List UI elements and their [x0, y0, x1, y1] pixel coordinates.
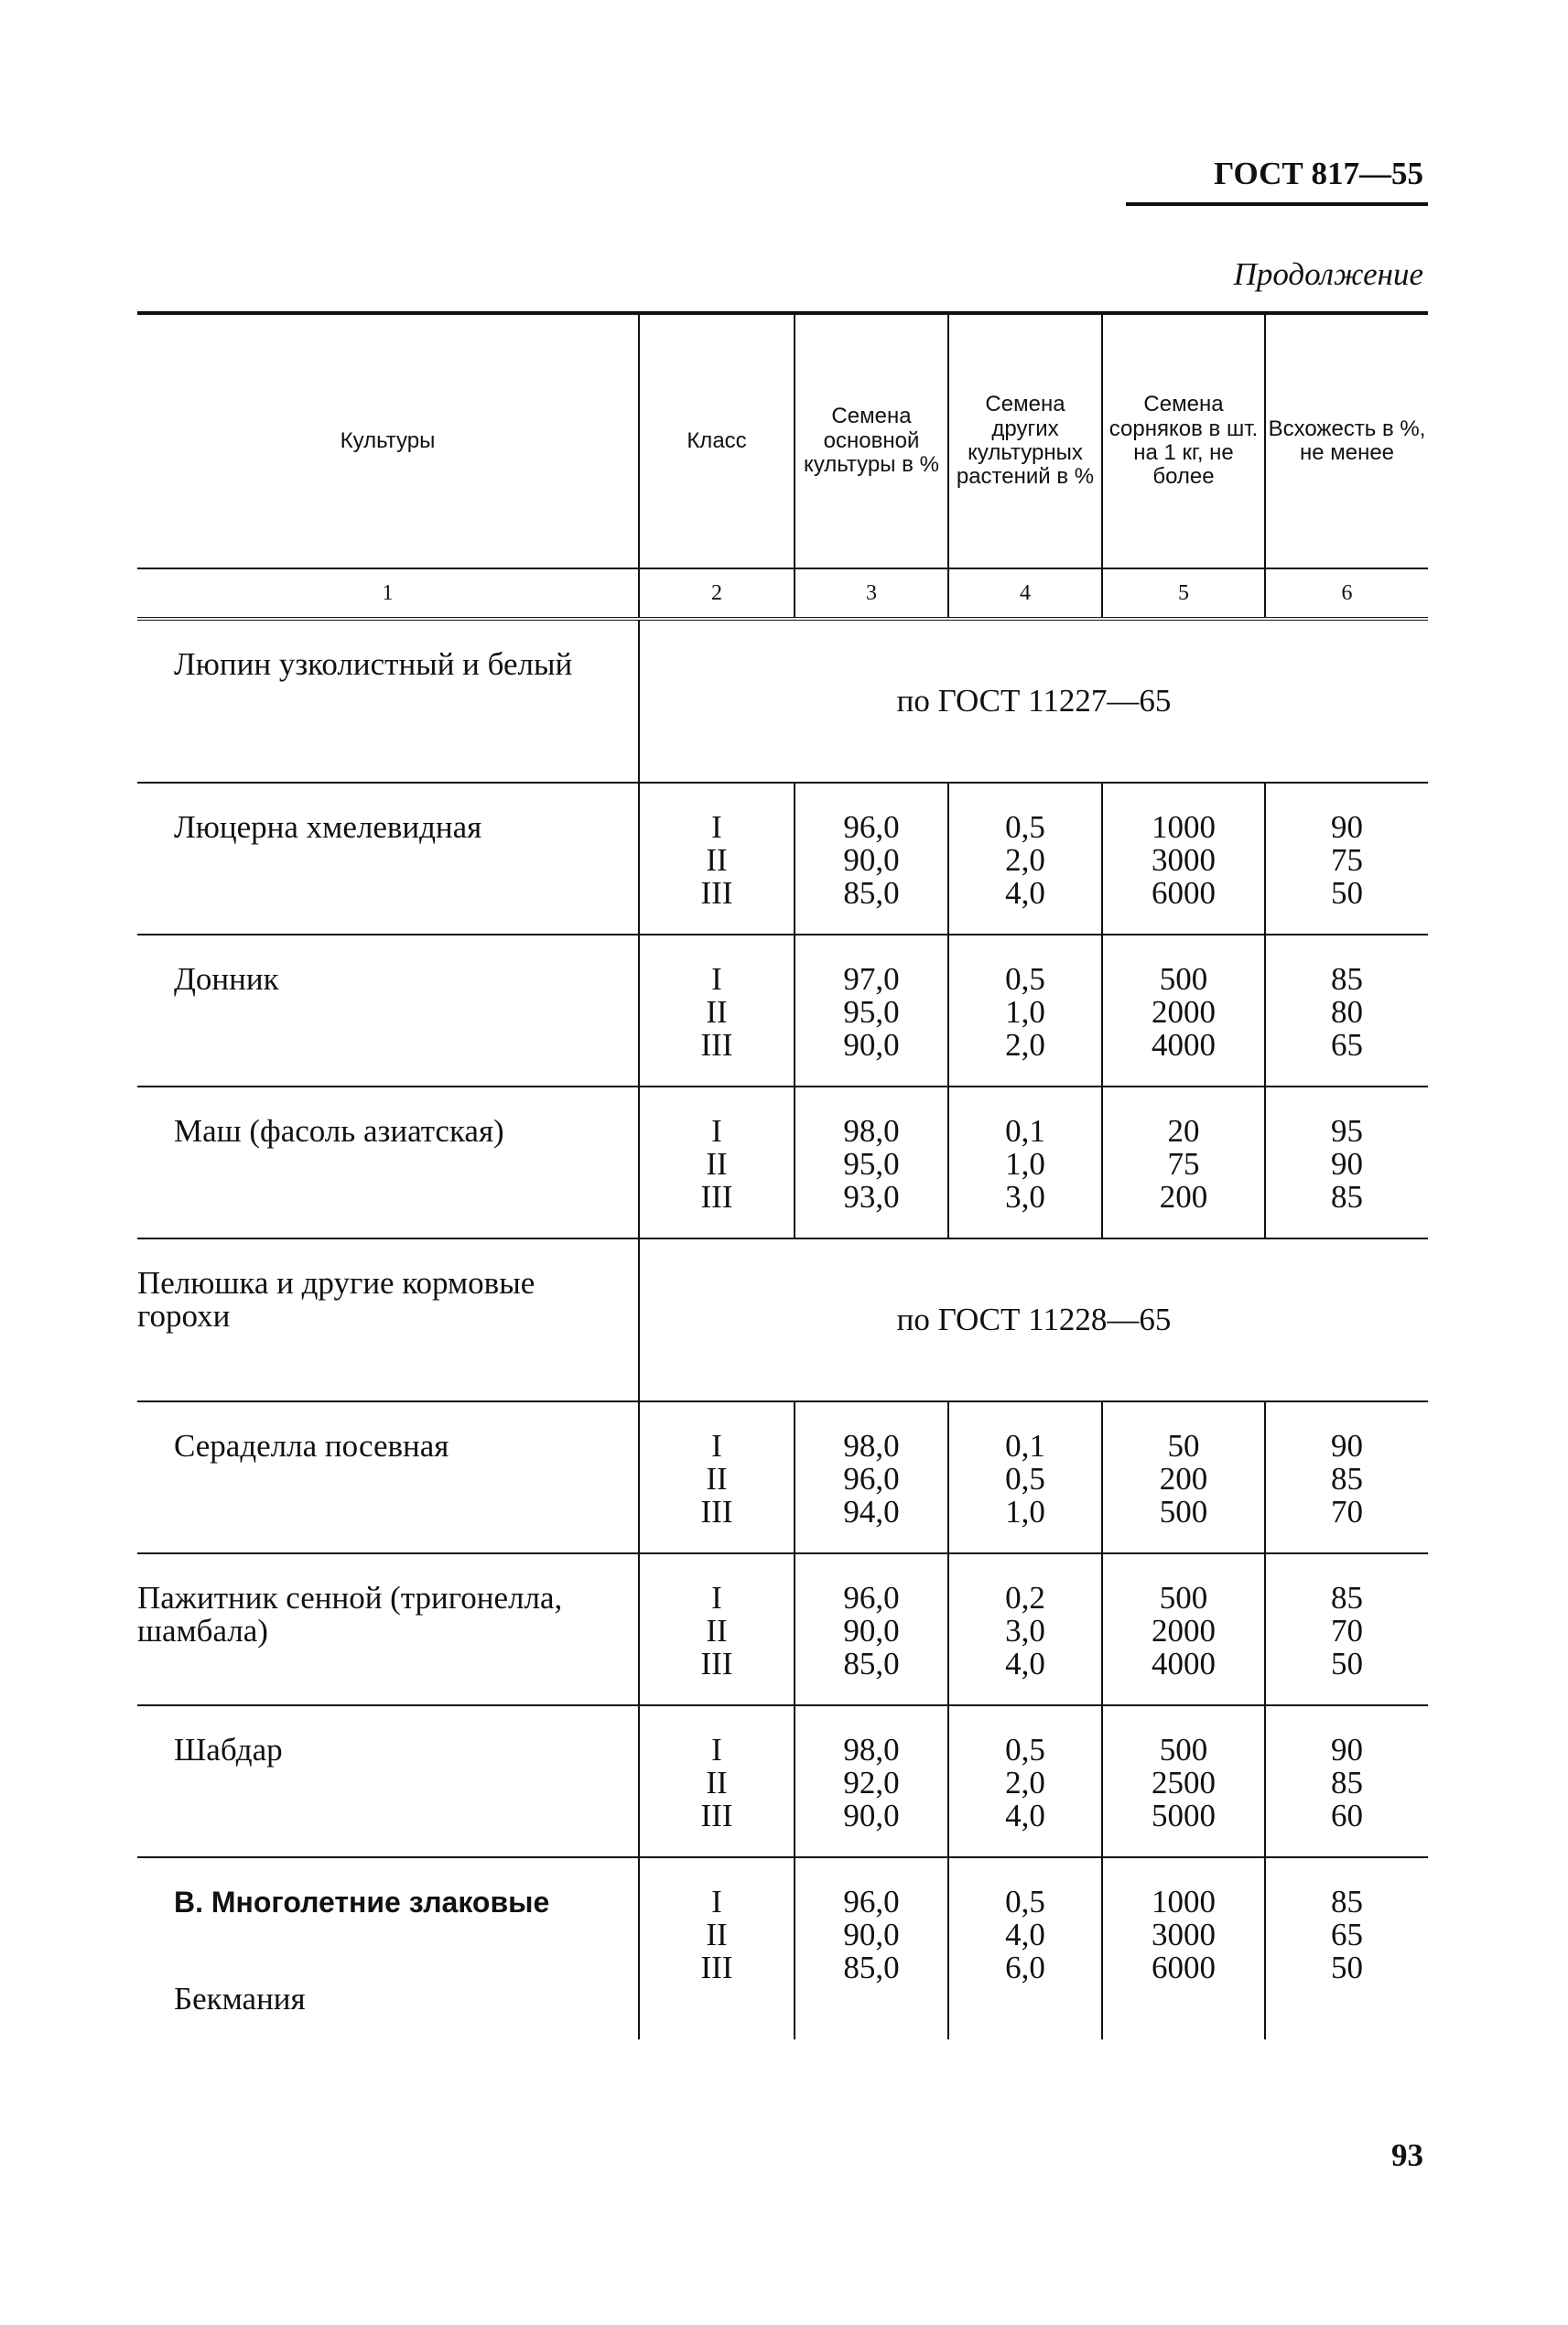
- class-cell: I II III: [639, 1857, 795, 2039]
- weeds-cell: 20 75 200: [1102, 1087, 1265, 1238]
- table-row: [137, 783, 1428, 935]
- table-row: [137, 1705, 1428, 1857]
- seed-standards-table: [137, 311, 1428, 2039]
- crop-name: Люпин узколистный и белый: [137, 619, 639, 783]
- other-seeds-cell: 0,2 3,0 4,0: [948, 1553, 1102, 1705]
- table-row: [137, 935, 1428, 1087]
- standard-reference: по ГОСТ 11227—65: [639, 619, 1428, 783]
- header-row: [137, 313, 1428, 568]
- column-number: 1: [137, 568, 639, 619]
- main-seeds-cell: 96,0 90,0 85,0: [795, 1857, 948, 2039]
- table-row: [137, 1238, 1428, 1401]
- other-seeds-cell: 0,5 2,0 4,0: [948, 783, 1102, 935]
- col-header-class: Класс: [639, 313, 795, 568]
- col-header-crop: Культуры: [137, 313, 639, 568]
- germination-cell: 85 70 50: [1265, 1553, 1428, 1705]
- column-number: 4: [948, 568, 1102, 619]
- class-cell: I II III: [639, 1087, 795, 1238]
- crop-cell: [137, 1857, 639, 2039]
- weeds-cell: 500 2000 4000: [1102, 1553, 1265, 1705]
- main-seeds-cell: 98,0 95,0 93,0: [795, 1087, 948, 1238]
- crop-name: Люцерна хмелевидная: [137, 783, 639, 935]
- main-seeds-cell: 98,0 96,0 94,0: [795, 1401, 948, 1553]
- class-cell: I II III: [639, 783, 795, 935]
- other-seeds-cell: 0,1 0,5 1,0: [948, 1401, 1102, 1553]
- table-row: [137, 1857, 1428, 2039]
- weeds-cell: 1000 3000 6000: [1102, 783, 1265, 935]
- main-seeds-cell: 97,0 95,0 90,0: [795, 935, 948, 1087]
- table-row: [137, 1087, 1428, 1238]
- page-number: 93: [1391, 2137, 1423, 2173]
- col-header-weeds: Семена сорняков в шт. на 1 кг, не более: [1102, 313, 1265, 568]
- continuation-label: Продолжение: [1233, 256, 1423, 292]
- table-row: [137, 1553, 1428, 1705]
- crop-name: Маш (фасоль азиатская): [137, 1087, 639, 1238]
- germination-cell: 85 80 65: [1265, 935, 1428, 1087]
- column-number: 3: [795, 568, 948, 619]
- weeds-cell: 50 200 500: [1102, 1401, 1265, 1553]
- crop-name: Пелюшка и другие кормовые горохи: [137, 1238, 639, 1401]
- class-cell: I II III: [639, 1705, 795, 1857]
- weeds-cell: 1000 3000 6000: [1102, 1857, 1265, 2039]
- column-number: 2: [639, 568, 795, 619]
- weeds-cell: 500 2500 5000: [1102, 1705, 1265, 1857]
- section-heading: В. Многолетние злаковые: [174, 1886, 550, 1919]
- column-number: 6: [1265, 568, 1428, 619]
- class-cell: I II III: [639, 935, 795, 1087]
- col-header-germination: Всхожесть в %, не менее: [1265, 313, 1428, 568]
- germination-cell: 90 85 60: [1265, 1705, 1428, 1857]
- doc-code-underline: [1126, 202, 1428, 206]
- main-seeds-cell: 96,0 90,0 85,0: [795, 1553, 948, 1705]
- germination-cell: 90 85 70: [1265, 1401, 1428, 1553]
- table-row: [137, 1401, 1428, 1553]
- crop-name: Бекмания: [174, 1981, 306, 2017]
- other-seeds-cell: 0,5 2,0 4,0: [948, 1705, 1102, 1857]
- germination-cell: 95 90 85: [1265, 1087, 1428, 1238]
- other-seeds-cell: 0,5 1,0 2,0: [948, 935, 1102, 1087]
- crop-name: Донник: [137, 935, 639, 1087]
- weeds-cell: 500 2000 4000: [1102, 935, 1265, 1087]
- standard-reference: по ГОСТ 11228—65: [639, 1238, 1428, 1401]
- other-seeds-cell: 0,5 4,0 6,0: [948, 1857, 1102, 2039]
- crop-name: Пажитник сенной (тригонелла, шамбала): [137, 1553, 639, 1705]
- other-seeds-cell: 0,1 1,0 3,0: [948, 1087, 1102, 1238]
- column-number: 5: [1102, 568, 1265, 619]
- doc-code: ГОСТ 817—55: [1214, 156, 1423, 191]
- class-cell: I II III: [639, 1401, 795, 1553]
- table-row: [137, 619, 1428, 783]
- crop-name: Шабдар: [137, 1705, 639, 1857]
- column-number-row: [137, 568, 1428, 619]
- class-cell: I II III: [639, 1553, 795, 1705]
- germination-cell: 85 65 50: [1265, 1857, 1428, 2039]
- col-header-other-seeds: Семена других культурных растений в %: [948, 313, 1102, 568]
- main-seeds-cell: 98,0 92,0 90,0: [795, 1705, 948, 1857]
- crop-name: Сераделла посевная: [137, 1401, 639, 1553]
- main-seeds-cell: 96,0 90,0 85,0: [795, 783, 948, 935]
- col-header-main-seeds: Семена основной культуры в %: [795, 313, 948, 568]
- germination-cell: 90 75 50: [1265, 783, 1428, 935]
